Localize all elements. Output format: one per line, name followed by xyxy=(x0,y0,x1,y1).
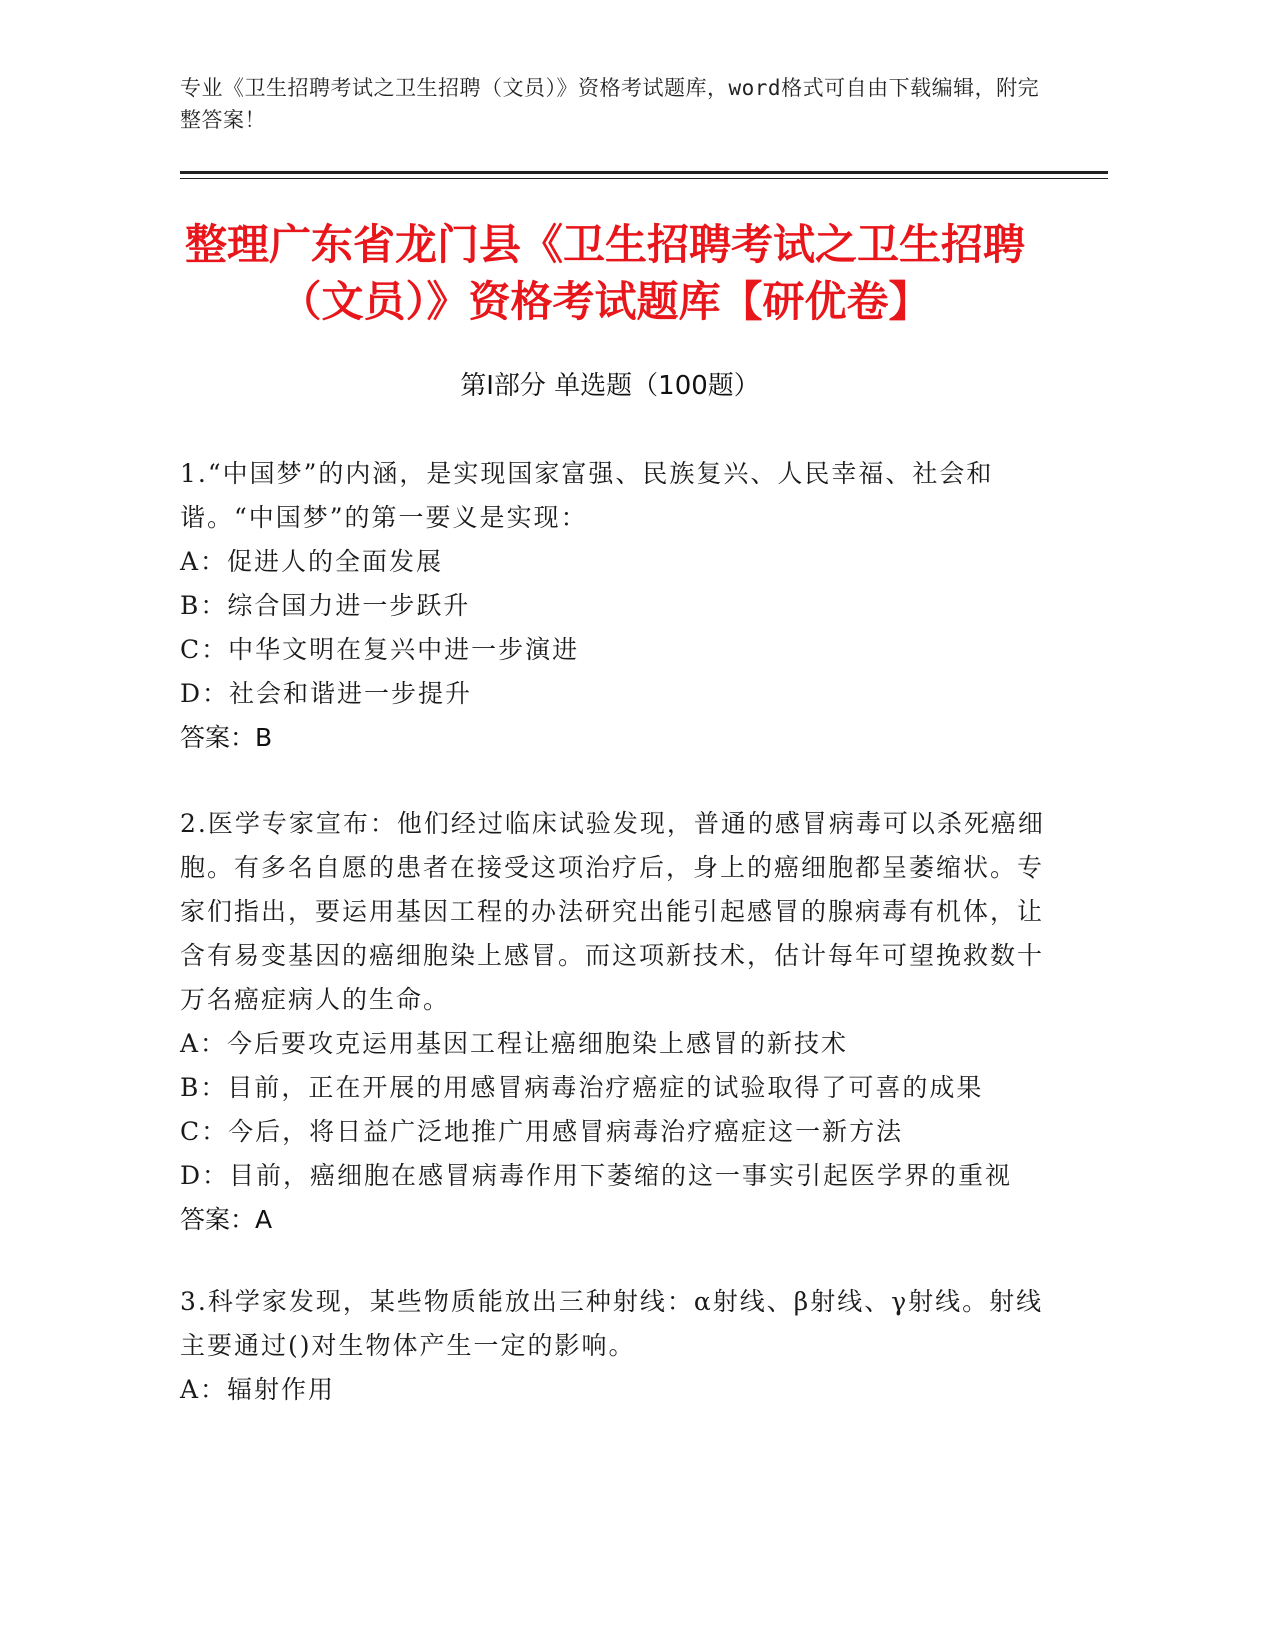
option-d: D：社会和谐进一步提升 xyxy=(180,679,473,708)
option-a: A：今后要攻克运用基因工程让癌细胞染上感冒的新技术 xyxy=(180,1029,849,1058)
option-c: C：中华文明在复兴中进一步演进 xyxy=(180,635,580,664)
option-a: A：辐射作用 xyxy=(180,1375,336,1404)
option-b: B：目前，正在开展的用感冒病毒治疗癌症的试验取得了可喜的成果 xyxy=(180,1073,984,1102)
section-heading: 第Ⅰ部分 单选题（100题） xyxy=(460,371,760,401)
answer-line: 答案：A xyxy=(180,1205,273,1234)
header-divider-thick xyxy=(180,171,1108,174)
option-a: A：促进人的全面发展 xyxy=(180,547,444,576)
header-note: 专业《卫生招聘考试之卫生招聘（文员）》资格考试题库，word格式可自由下载编辑，附完整答案！ xyxy=(180,76,1040,132)
question-text: 2.医学专家宣布：他们经过临床试验发现，普通的感冒病毒可以杀死癌细胞。有多名自愿的患者在接受这项治疗后，身上的癌细胞都呈萎缩状。专家们指出，要运用基因工程的办法研究出能引起感冒的腺病毒有机体，让含有易变基因的癌细胞染上感冒。而这项新技术，估计每年可望挽救数十万名癌症病人的生命。 xyxy=(180,809,1045,1014)
question-text: 3.科学家发现，某些物质能放出三种射线：α射线、β射线、γ射线。射线主要通过()对生物体产生一定的影响。 xyxy=(180,1287,1044,1360)
document-title: 整理广东省龙门县《卫生招聘考试之卫生招聘（文员）》资格考试题库【研优卷】 xyxy=(184,220,1025,326)
question-block-1 xyxy=(180,452,1050,760)
option-d: D：目前，癌细胞在感冒病毒作用下萎缩的这一事实引起医学界的重视 xyxy=(180,1161,1013,1190)
question-text: 1.“中国梦”的内涵，是实现国家富强、民族复兴、人民幸福、社会和谐。“中国梦”的第一要义是实现： xyxy=(180,459,994,532)
option-c: C：今后，将日益广泛地推广用感冒病毒治疗癌症这一新方法 xyxy=(180,1117,904,1146)
question-block-3 xyxy=(180,1280,1050,1412)
option-b: B：综合国力进一步跃升 xyxy=(180,591,471,620)
answer-line: 答案：B xyxy=(180,723,273,752)
header-divider-thin xyxy=(180,178,1108,179)
question-block-2 xyxy=(180,802,1050,1242)
